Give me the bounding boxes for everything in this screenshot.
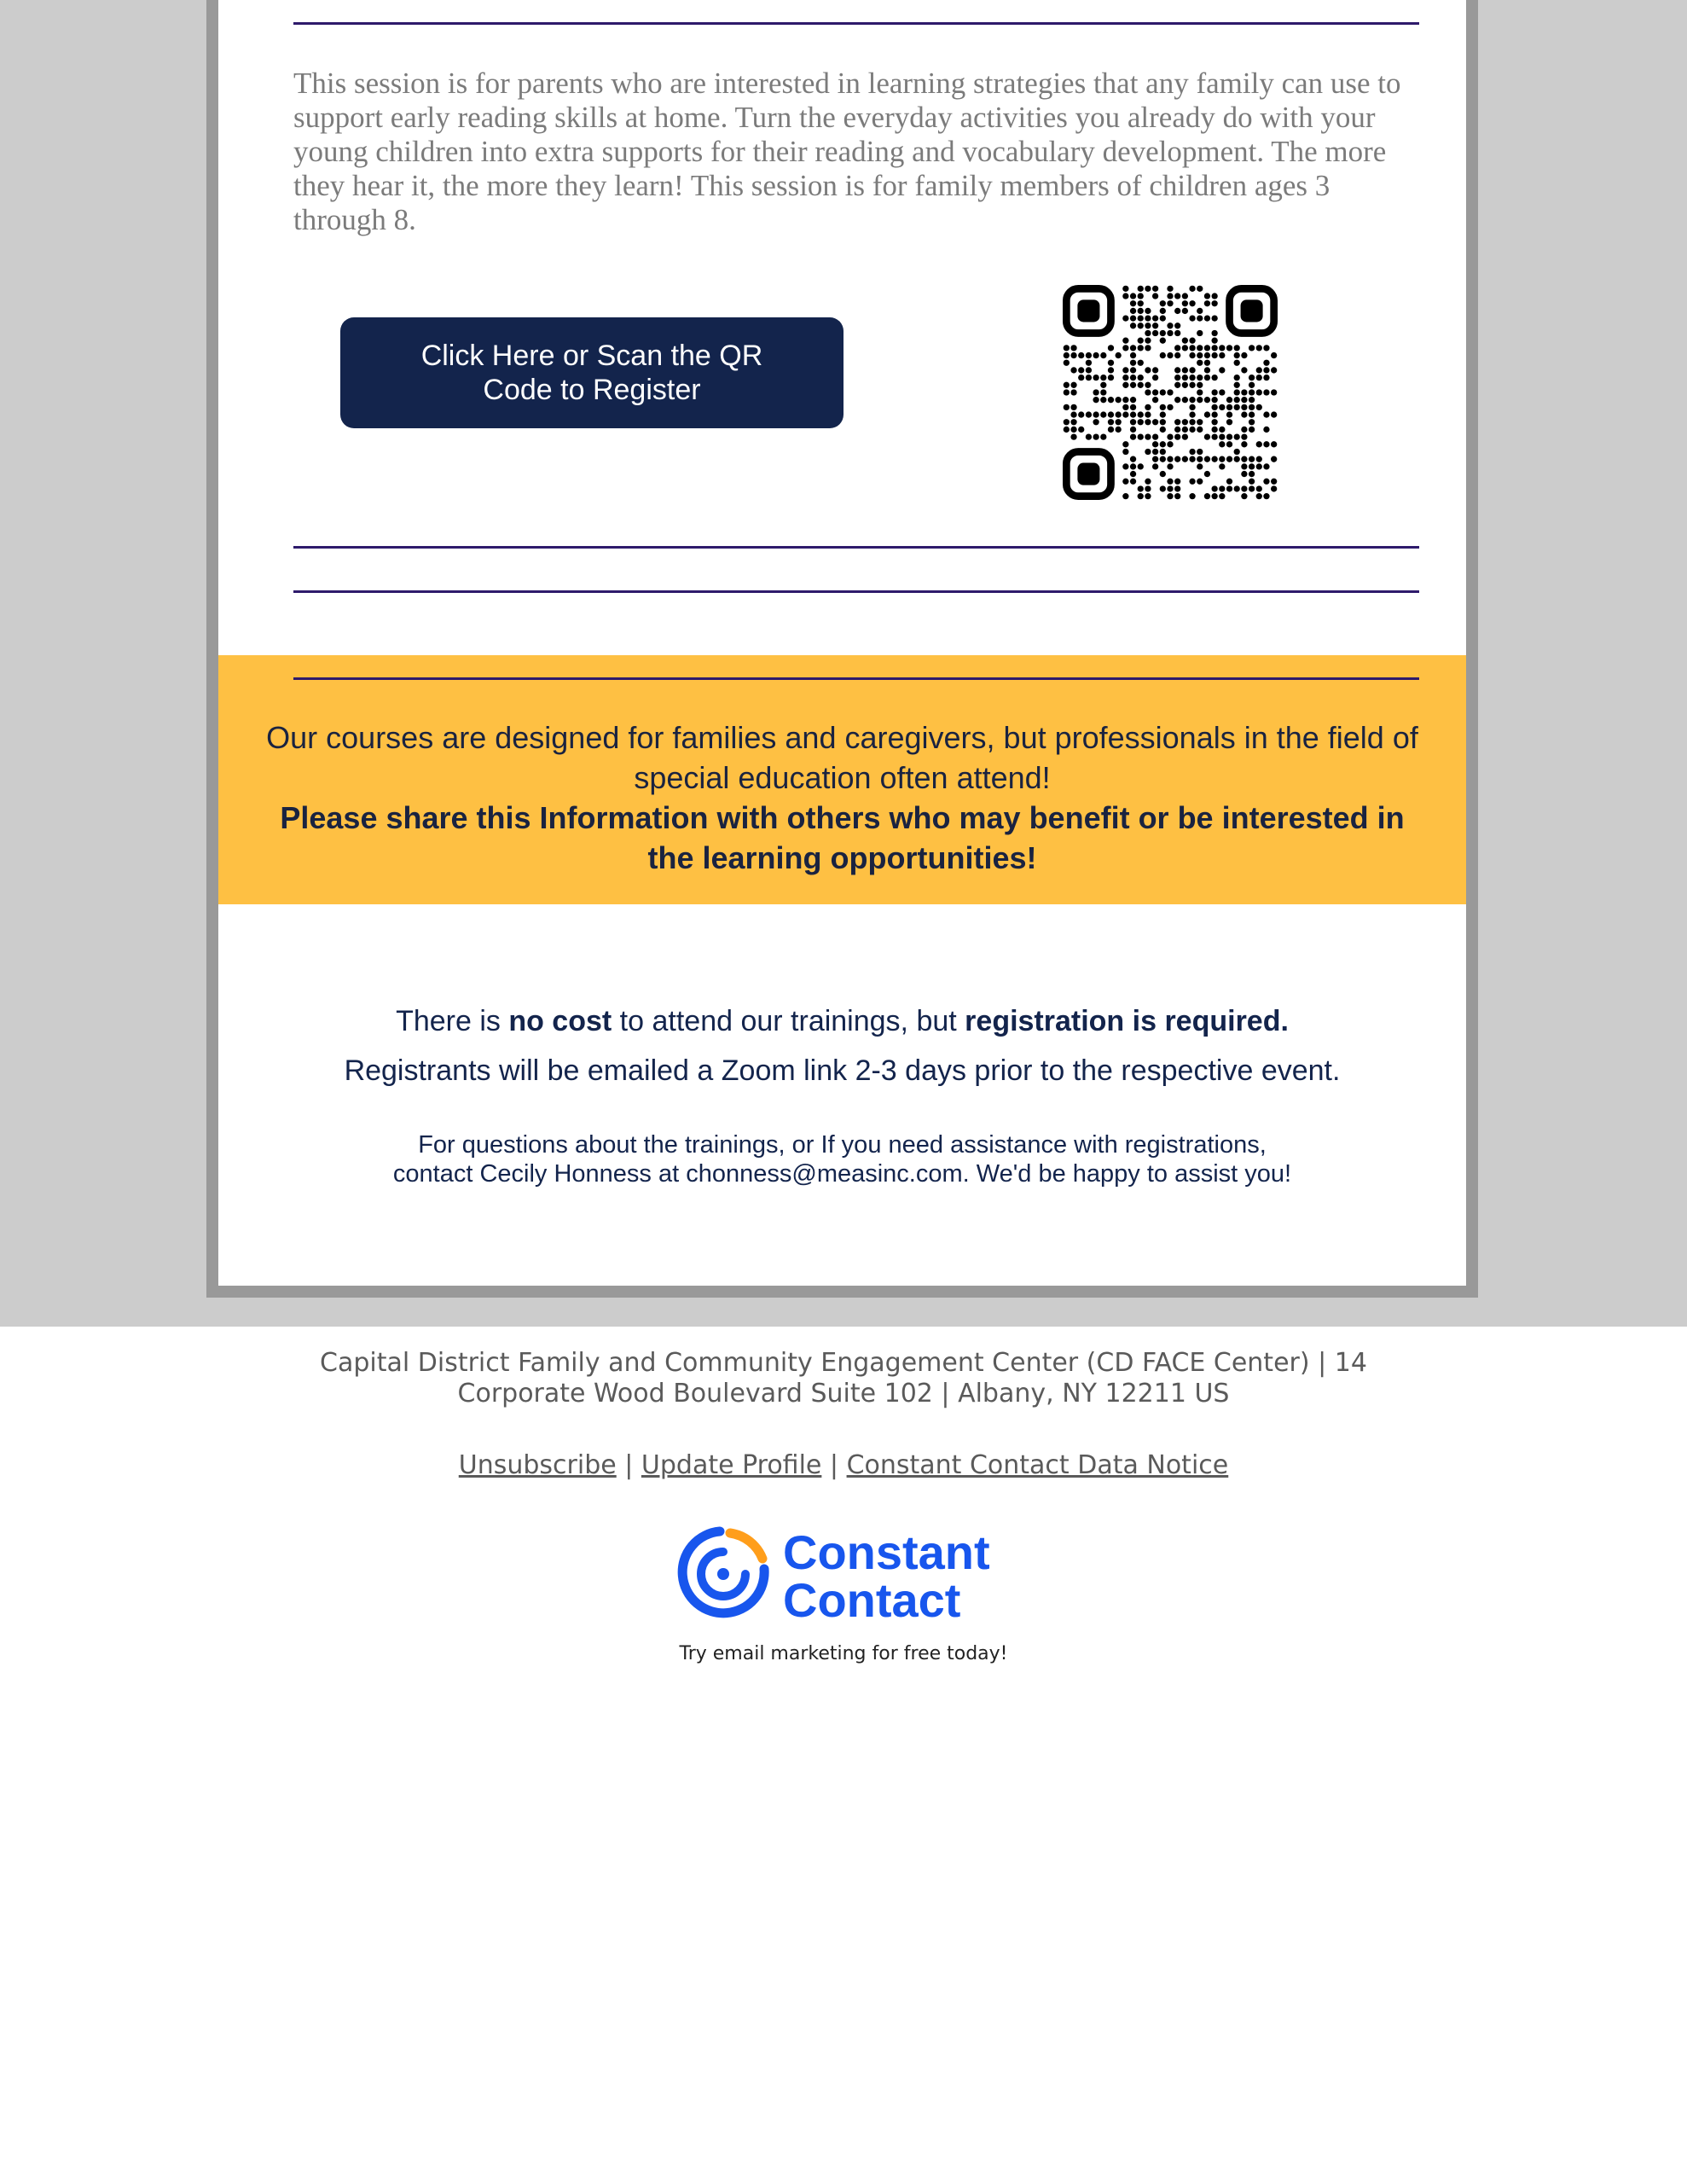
divider-middle-1 — [293, 546, 1419, 549]
update-profile-link[interactable]: Update Profile — [641, 1450, 822, 1480]
share-notice-banner — [218, 655, 1466, 904]
unsubscribe-link[interactable]: Unsubscribe — [458, 1450, 617, 1480]
session-description: This session is for parents who are interested in learning strategies that any family can use to support early reading skills at home. Turn the everyday activities you already do with your young children into extra supports for their reading and vocabulary development. The more they hear it, the more they learn! This session is for family members of children ages 3 through 8. — [293, 67, 1401, 236]
notice-share-text: Please share this Information with others who may benefit or be interested in the learning opportunities! — [280, 800, 1405, 875]
marketing-tagline: Try email marketing for free today! — [679, 1643, 1008, 1664]
divider-middle-2 — [293, 590, 1419, 593]
cost-statement — [218, 1000, 1466, 1043]
contact-note-line2: contact Cecily Honness at chonness@measinc.com. We'd be happy to assist you! — [392, 1160, 1292, 1188]
notice-text: Our courses are designed for families and caregivers, but professionals in the field of special education often attend! — [266, 720, 1418, 795]
divider-top — [293, 22, 1419, 25]
footer-links — [0, 1450, 1687, 1481]
logo-word-contact: Contact — [783, 1573, 961, 1625]
registration-required-text: registration is required. — [965, 1005, 1289, 1037]
footer-address-line1: Capital District Family and Community Engagement Center (CD FACE Center) | 14 — [320, 1348, 1367, 1378]
link-separator: | — [821, 1450, 847, 1480]
cost-middle: to attend our trainings, but — [612, 1005, 965, 1037]
qr-code-icon[interactable] — [1063, 285, 1278, 500]
link-separator: | — [616, 1450, 641, 1480]
contact-note-line1: For questions about the trainings, or If you need assistance with registrations, — [418, 1131, 1267, 1159]
divider-notice — [293, 677, 1419, 680]
footer-address-line2: Corporate Wood Boulevard Suite 102 | Albany, NY 12211 US — [457, 1379, 1230, 1409]
data-notice-link[interactable]: Constant Contact Data Notice — [846, 1450, 1229, 1480]
footer-address — [0, 1348, 1687, 1409]
cost-prefix: There is — [396, 1005, 509, 1037]
email-card — [206, 0, 1478, 1298]
zoom-note: Registrants will be emailed a Zoom link 2-3 days prior to the respective event. — [344, 1054, 1341, 1087]
no-cost-text: no cost — [508, 1005, 612, 1037]
register-button-label: Click Here or Scan the QR Code to Register — [420, 340, 763, 406]
register-button[interactable] — [340, 317, 844, 428]
logo-word-constant: Constant — [783, 1525, 990, 1579]
constant-contact-logo-icon — [682, 1531, 764, 1613]
contact-note — [218, 1130, 1466, 1188]
constant-contact-logo[interactable] — [674, 1523, 1015, 1625]
